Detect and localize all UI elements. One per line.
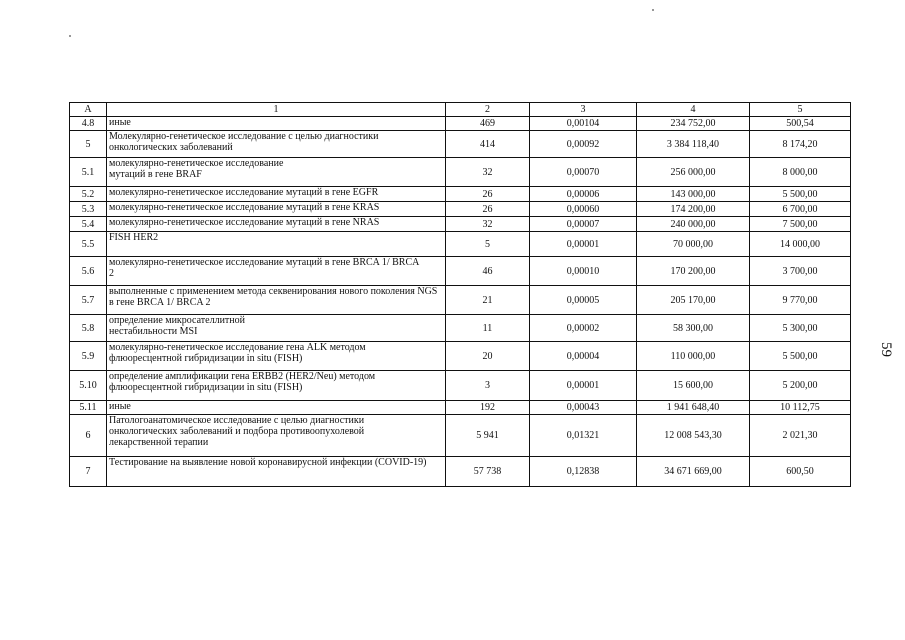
- cell-col4: 15 600,00: [637, 371, 750, 401]
- cell-col2: 5: [446, 232, 530, 257]
- row-number: 5: [70, 131, 107, 158]
- row-number: 5.11: [70, 401, 107, 415]
- row-description: молекулярно-генетическое исследование мутаций в гене NRAS: [107, 217, 446, 232]
- cell-col2: 192: [446, 401, 530, 415]
- cell-col5: 5 300,00: [750, 315, 851, 342]
- row-description: Тестирование на выявление новой коронавирусной инфекции (COVID-19): [107, 457, 446, 487]
- header-row: [70, 103, 851, 117]
- cell-col5: 7 500,00: [750, 217, 851, 232]
- row-number: 5.10: [70, 371, 107, 401]
- row-description: определение амплификации гена ERBB2 (HER2/Neu) методом флюоресцентной гибридизации in situ (FISH): [107, 371, 446, 401]
- cell-col2: 469: [446, 117, 530, 131]
- cell-col4: 143 000,00: [637, 187, 750, 202]
- row-description: молекулярно-генетическое исследование мутаций в гене EGFR: [107, 187, 446, 202]
- cell-col3: 0,00001: [530, 232, 637, 257]
- row-number: 5.5: [70, 232, 107, 257]
- data-table: [69, 102, 851, 487]
- header-cell: А: [70, 103, 107, 117]
- cell-col4: 58 300,00: [637, 315, 750, 342]
- cell-col2: 3: [446, 371, 530, 401]
- cell-col5: 5 200,00: [750, 371, 851, 401]
- table-row: [70, 202, 851, 217]
- cell-col5: 5 500,00: [750, 342, 851, 371]
- cell-col2: 21: [446, 286, 530, 315]
- cell-col3: 0,00006: [530, 187, 637, 202]
- table-row: [70, 117, 851, 131]
- row-number: 5.6: [70, 257, 107, 286]
- cell-col3: 0,00070: [530, 158, 637, 187]
- row-description: выполненные с применением метода секвенирования нового поколения NGS в гене BRCA 1/ BRCA 2: [107, 286, 446, 315]
- cell-col2: 32: [446, 217, 530, 232]
- cell-col4: 3 384 118,40: [637, 131, 750, 158]
- row-description: Молекулярно-генетическое исследование с целью диагностики онкологических заболеваний: [107, 131, 446, 158]
- row-number: 6: [70, 415, 107, 457]
- cell-col2: 26: [446, 187, 530, 202]
- cell-col2: 32: [446, 158, 530, 187]
- cell-col5: 600,50: [750, 457, 851, 487]
- cell-col2: 46: [446, 257, 530, 286]
- scan-speck: [652, 9, 654, 11]
- scan-speck: [69, 35, 71, 37]
- header-cell: 3: [530, 103, 637, 117]
- cell-col5: 6 700,00: [750, 202, 851, 217]
- row-description: FISH HER2: [107, 232, 446, 257]
- cell-col2: 5 941: [446, 415, 530, 457]
- cell-col4: 174 200,00: [637, 202, 750, 217]
- table-row: [70, 257, 851, 286]
- row-number: 4.8: [70, 117, 107, 131]
- cell-col4: 240 000,00: [637, 217, 750, 232]
- row-number: 5.7: [70, 286, 107, 315]
- cell-col3: 0,00010: [530, 257, 637, 286]
- cell-col2: 57 738: [446, 457, 530, 487]
- cell-col4: 70 000,00: [637, 232, 750, 257]
- table-row: [70, 342, 851, 371]
- cell-col5: 8 000,00: [750, 158, 851, 187]
- cell-col4: 256 000,00: [637, 158, 750, 187]
- cell-col5: 14 000,00: [750, 232, 851, 257]
- table-row: [70, 286, 851, 315]
- row-description: молекулярно-генетическое исследование мутаций в гене BRAF: [107, 158, 446, 187]
- cell-col3: 0,12838: [530, 457, 637, 487]
- cell-col3: 0,01321: [530, 415, 637, 457]
- row-number: 5.9: [70, 342, 107, 371]
- table-row: [70, 401, 851, 415]
- table-row: [70, 217, 851, 232]
- cell-col3: 0,00043: [530, 401, 637, 415]
- cell-col5: 500,54: [750, 117, 851, 131]
- cell-col2: 20: [446, 342, 530, 371]
- table-row: [70, 187, 851, 202]
- table-row: [70, 232, 851, 257]
- row-description: иные: [107, 117, 446, 131]
- row-number: 5.2: [70, 187, 107, 202]
- row-number: 5.1: [70, 158, 107, 187]
- cell-col5: 2 021,30: [750, 415, 851, 457]
- cell-col3: 0,00060: [530, 202, 637, 217]
- page-number: 59: [878, 342, 894, 357]
- header-cell: 5: [750, 103, 851, 117]
- row-number: 5.4: [70, 217, 107, 232]
- header-cell: 1: [107, 103, 446, 117]
- cell-col4: 234 752,00: [637, 117, 750, 131]
- table-row: [70, 457, 851, 487]
- row-description: иные: [107, 401, 446, 415]
- table-row: [70, 415, 851, 457]
- row-number: 5.3: [70, 202, 107, 217]
- cell-col4: 1 941 648,40: [637, 401, 750, 415]
- table-row: [70, 158, 851, 187]
- cell-col3: 0,00005: [530, 286, 637, 315]
- row-description: молекулярно-генетическое исследование мутаций в гене BRCA 1/ BRCA 2: [107, 257, 446, 286]
- row-description: молекулярно-генетическое исследование мутаций в гене KRAS: [107, 202, 446, 217]
- cell-col5: 5 500,00: [750, 187, 851, 202]
- cell-col3: 0,00092: [530, 131, 637, 158]
- cell-col2: 26: [446, 202, 530, 217]
- header-cell: 4: [637, 103, 750, 117]
- cell-col2: 11: [446, 315, 530, 342]
- cell-col5: 8 174,20: [750, 131, 851, 158]
- cell-col5: 9 770,00: [750, 286, 851, 315]
- table-row: [70, 131, 851, 158]
- row-number: 5.8: [70, 315, 107, 342]
- cell-col2: 414: [446, 131, 530, 158]
- cell-col3: 0,00001: [530, 371, 637, 401]
- table-row: [70, 371, 851, 401]
- table-row: [70, 315, 851, 342]
- cell-col3: 0,00007: [530, 217, 637, 232]
- cell-col3: 0,00104: [530, 117, 637, 131]
- cell-col5: 10 112,75: [750, 401, 851, 415]
- cell-col3: 0,00002: [530, 315, 637, 342]
- cell-col4: 170 200,00: [637, 257, 750, 286]
- header-cell: 2: [446, 103, 530, 117]
- row-description: молекулярно-генетическое исследование гена ALK методом флюоресцентной гибридизации in situ (FISH): [107, 342, 446, 371]
- cell-col3: 0,00004: [530, 342, 637, 371]
- row-description: Патологоанатомическое исследование с целью диагностики онкологических заболеваний и подбора противоопухолевой лекарственной терапии: [107, 415, 446, 457]
- cell-col4: 12 008 543,30: [637, 415, 750, 457]
- row-number: 7: [70, 457, 107, 487]
- row-description: определение микросателлитной нестабильности MSI: [107, 315, 446, 342]
- cell-col4: 205 170,00: [637, 286, 750, 315]
- cell-col4: 110 000,00: [637, 342, 750, 371]
- cell-col5: 3 700,00: [750, 257, 851, 286]
- cell-col4: 34 671 669,00: [637, 457, 750, 487]
